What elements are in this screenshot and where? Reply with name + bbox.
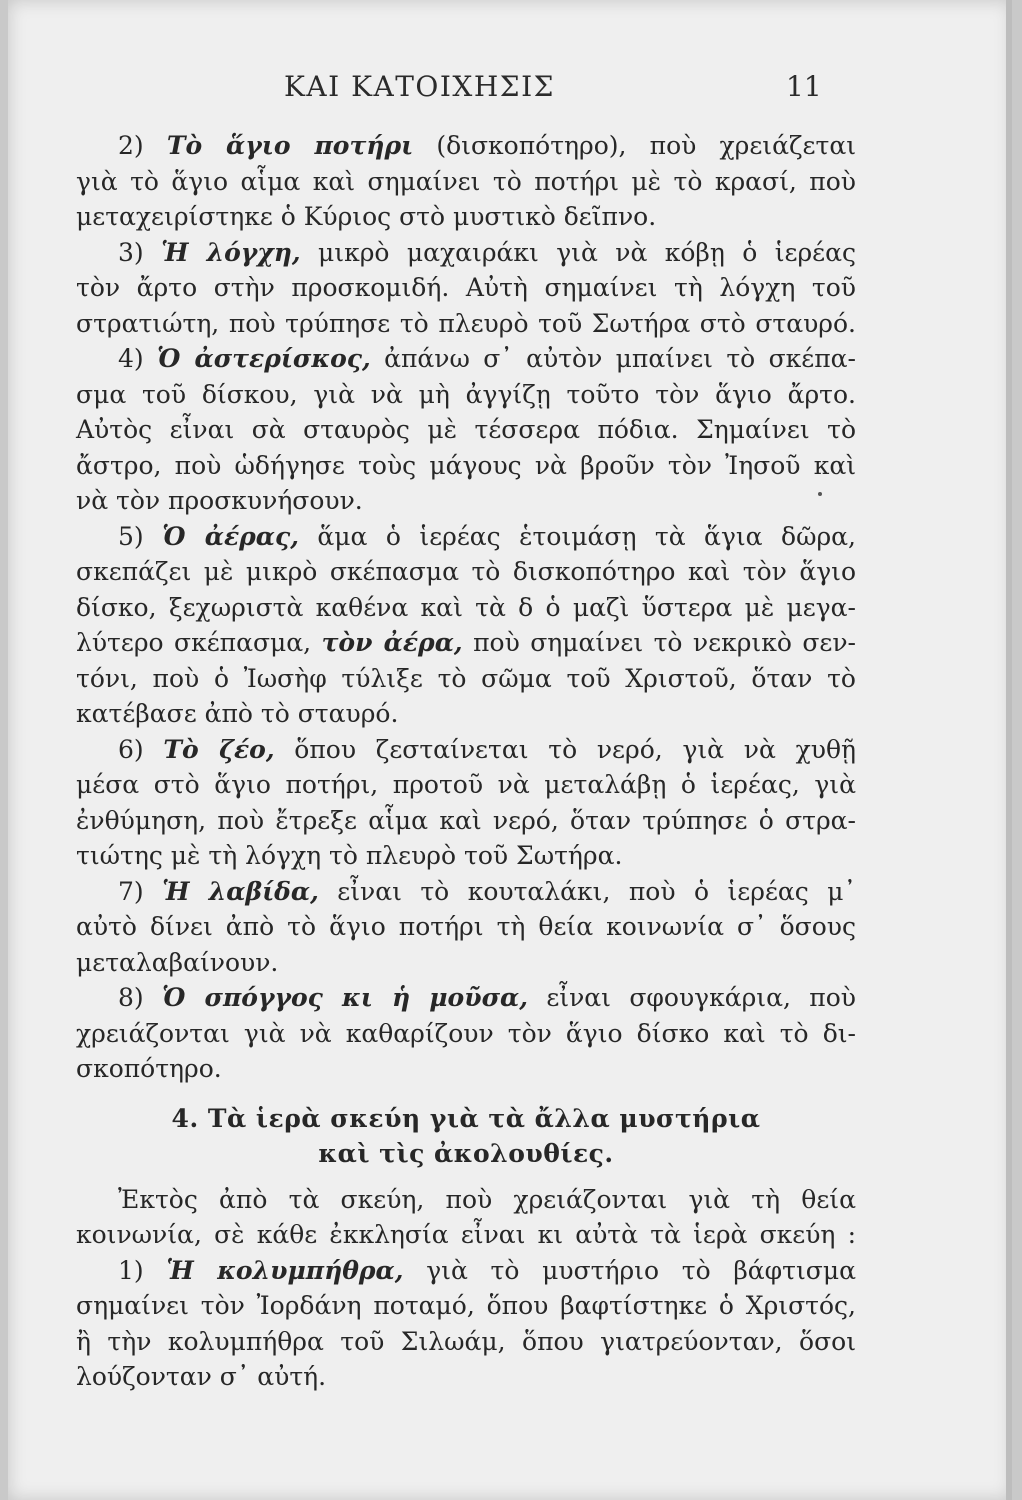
- line-text: μέσα στὸ ἅγιο ποτήρι, προτοῦ νὰ μεταλάβῃ ὁ ἱερέας, γιὰ: [76, 770, 856, 799]
- line-prefix: 3): [118, 237, 162, 267]
- term-highlight: Τὸ ζέο,: [163, 734, 275, 764]
- text-line: [76, 838, 856, 874]
- text-line: [76, 1016, 856, 1052]
- term-highlight: Ἡ λαβίδα,: [162, 876, 319, 906]
- section-heading: καὶ τὶς ἀκολουθίες.: [318, 1139, 614, 1168]
- line-prefix: λύτερο σκέπασμα,: [76, 628, 322, 657]
- line-prefix: 5): [118, 521, 163, 551]
- line-text: νὰ τὸν προσκυνήσουν.: [76, 486, 363, 515]
- line-suffix: γιὰ τὸ μυστήριο τὸ βάφτισμα: [403, 1255, 856, 1285]
- page-edge: [1006, 0, 1012, 1500]
- line-prefix: 1): [118, 1255, 167, 1285]
- text-line: [76, 1182, 856, 1218]
- term-highlight: Ὁ ἀέρας,: [162, 521, 299, 551]
- line-text: ἐνθύμηση, ποὺ ἔτρεξε αἷμα καὶ νερό, ὅταν τρύπησε ὁ στρα-: [76, 805, 856, 835]
- page-number: 11: [786, 70, 822, 103]
- term-highlight: τὸν ἀέρα,: [321, 628, 463, 657]
- line-text: κοινωνία, σὲ κάθε ἐκκλησία εἶναι κι αὐτὰ τὰ ἱερὰ σκεύη :: [76, 1220, 856, 1249]
- term-highlight: Τὸ ἅγιο ποτήρι: [166, 131, 414, 160]
- line-text: σκοπότηρο.: [76, 1054, 222, 1083]
- line-suffix: εἶναι σφουγκάρια, ποὺ: [527, 983, 856, 1012]
- text-line: [76, 980, 856, 1016]
- text-line: [76, 661, 856, 697]
- text-line: [76, 235, 856, 271]
- line-text: τόνι, ποὺ ὁ Ἰωσὴφ τύλιξε τὸ σῶμα τοῦ Χριστοῦ, ὅταν τὸ: [76, 663, 856, 693]
- text-line: [76, 1051, 856, 1087]
- text-line: [76, 377, 856, 413]
- section-heading: 4. Τὰ ἱερὰ σκεύη γιὰ τὰ ἄλλα μυστήρια: [171, 1103, 761, 1133]
- line-prefix: 4): [118, 344, 158, 373]
- running-head: [8, 70, 1012, 110]
- line-suffix: ποὺ σημαίνει τὸ νεκρικὸ σεν-: [462, 628, 856, 657]
- text-line: [76, 590, 856, 626]
- text-line: [76, 448, 856, 484]
- text-line: [76, 164, 856, 200]
- text-line: [76, 341, 856, 377]
- text-line: [76, 412, 856, 448]
- line-text: μεταχειρίστηκε ὁ Κύριος στὸ μυστικὸ δεῖπνο.: [76, 202, 657, 231]
- line-text: Αὐτὸς εἶναι σὰ σταυρὸς μὲ τέσσερα πόδια. Σημαίνει τὸ: [76, 415, 856, 444]
- text-line: [76, 732, 856, 768]
- text-line: [76, 696, 856, 732]
- term-highlight: Ἡ λόγχη,: [161, 237, 301, 267]
- text-line: [76, 554, 856, 590]
- line-suffix: (δισκοπότηρο), ποὺ χρειάζεται: [413, 131, 856, 160]
- line-text: γιὰ τὸ ἅγιο αἷμα καὶ σημαίνει τὸ ποτήρι μὲ τὸ κρασί, ποὺ: [76, 166, 856, 196]
- line-text: ἢ τὴν κολυμπήθρα τοῦ Σιλωάμ, ὅπου γιατρεύονταν, ὅσοι: [76, 1326, 856, 1356]
- text-line: [76, 909, 856, 945]
- line-text: τιώτης μὲ τὴ λόγχη τὸ πλευρὸ τοῦ Σωτήρα.: [76, 841, 623, 870]
- text-line: [76, 1359, 856, 1395]
- line-suffix: ἀπάνω σ᾿ αὐτὸν μπαίνει τὸ σκέπα-: [370, 344, 856, 373]
- line-text: μεταλαβαίνουν.: [76, 947, 279, 977]
- running-title: ΚΑΙ ΚΑΤΟΙΧΗΣΙΣ: [284, 70, 555, 103]
- text-line: [76, 519, 856, 555]
- term-highlight: Ἡ κολυμπήθρα,: [166, 1255, 404, 1285]
- text-line: [76, 767, 856, 803]
- line-text: χρειάζονται γιὰ νὰ καθαρίζουν τὸν ἅγιο δίσκο καὶ τὸ δι-: [76, 1018, 856, 1048]
- line-text: ἄστρο, ποὺ ὡδήγησε τοὺς μάγους νὰ βροῦν τὸν Ἰησοῦ καὶ: [76, 450, 856, 480]
- line-text: τὸν ἄρτο στὴν προσκομιδή. Αὐτὴ σημαίνει τὴ λόγχη τοῦ: [76, 273, 856, 302]
- line-text: λούζονταν σ᾿ αὐτή.: [76, 1362, 327, 1391]
- print-speck: [818, 492, 822, 496]
- line-suffix: μικρὸ μαχαιράκι γιὰ νὰ κόβῃ ὁ ἱερέας: [300, 237, 857, 267]
- line-text: κατέβασε ἀπὸ τὸ σταυρό.: [76, 699, 399, 728]
- text-line: [76, 1217, 856, 1253]
- body-text: [76, 128, 856, 1395]
- line-text: αὐτὸ δίνει ἀπὸ τὸ ἅγιο ποτήρι τὴ θεία κοινωνία σ᾿ ὅσους: [76, 912, 856, 941]
- term-highlight: Ὁ σπόγγος κι ἡ μοῦσα,: [162, 983, 528, 1012]
- line-suffix: ἅμα ὁ ἱερέας ἑτοιμάσῃ τὰ ἅγια δῶρα,: [298, 521, 856, 551]
- text-line: [76, 1324, 856, 1360]
- text-line: [76, 874, 856, 910]
- text-line: [76, 306, 856, 342]
- line-prefix: 8): [118, 983, 163, 1012]
- text-line: [76, 199, 856, 235]
- text-line: [76, 483, 856, 519]
- term-highlight: Ὁ ἀστερίσκος,: [157, 344, 371, 373]
- text-line: [76, 803, 856, 839]
- line-suffix: εἶναι τὸ κουταλάκι, ποὺ ὁ ἱερέας μ᾿: [318, 876, 856, 906]
- text-line: [76, 625, 856, 661]
- text-line: [76, 1288, 856, 1324]
- line-text: Ἐκτὸς ἀπὸ τὰ σκεύη, ποὺ χρειάζονται γιὰ τὴ θεία: [118, 1184, 856, 1214]
- text-line: [76, 1253, 856, 1289]
- line-text: σκεπάζει μὲ μικρὸ σκέπασμα τὸ δισκοπότηρο καὶ τὸν ἅγιο: [76, 557, 856, 586]
- text-line: [76, 945, 856, 981]
- line-prefix: 2): [118, 131, 167, 160]
- line-text: στρατιώτη, ποὺ τρύπησε τὸ πλευρὸ τοῦ Σωτήρα στὸ σταυρό.: [76, 308, 856, 338]
- text-line: [76, 270, 856, 306]
- line-text: δίσκο, ξεχωριστὰ καθένα καὶ τὰ δ ὁ μαζὶ ὕστερα μὲ μεγα-: [76, 592, 856, 622]
- line-prefix: 7): [118, 876, 163, 906]
- line-suffix: ὅπου ζεσταίνεται τὸ νερό, γιὰ νὰ χυθῇ: [274, 734, 856, 764]
- line-prefix: 6): [118, 734, 164, 764]
- text-line: [76, 128, 856, 164]
- line-text: σημαίνει τὸν Ἰορδάνη ποταμό, ὅπου βαφτίστηκε ὁ Χριστός,: [76, 1291, 856, 1320]
- book-page: [8, 0, 1012, 1500]
- line-text: σμα τοῦ δίσκου, γιὰ νὰ μὴ ἀγγίζῃ τοῦτο τὸν ἅγιο ἄρτο.: [76, 379, 856, 409]
